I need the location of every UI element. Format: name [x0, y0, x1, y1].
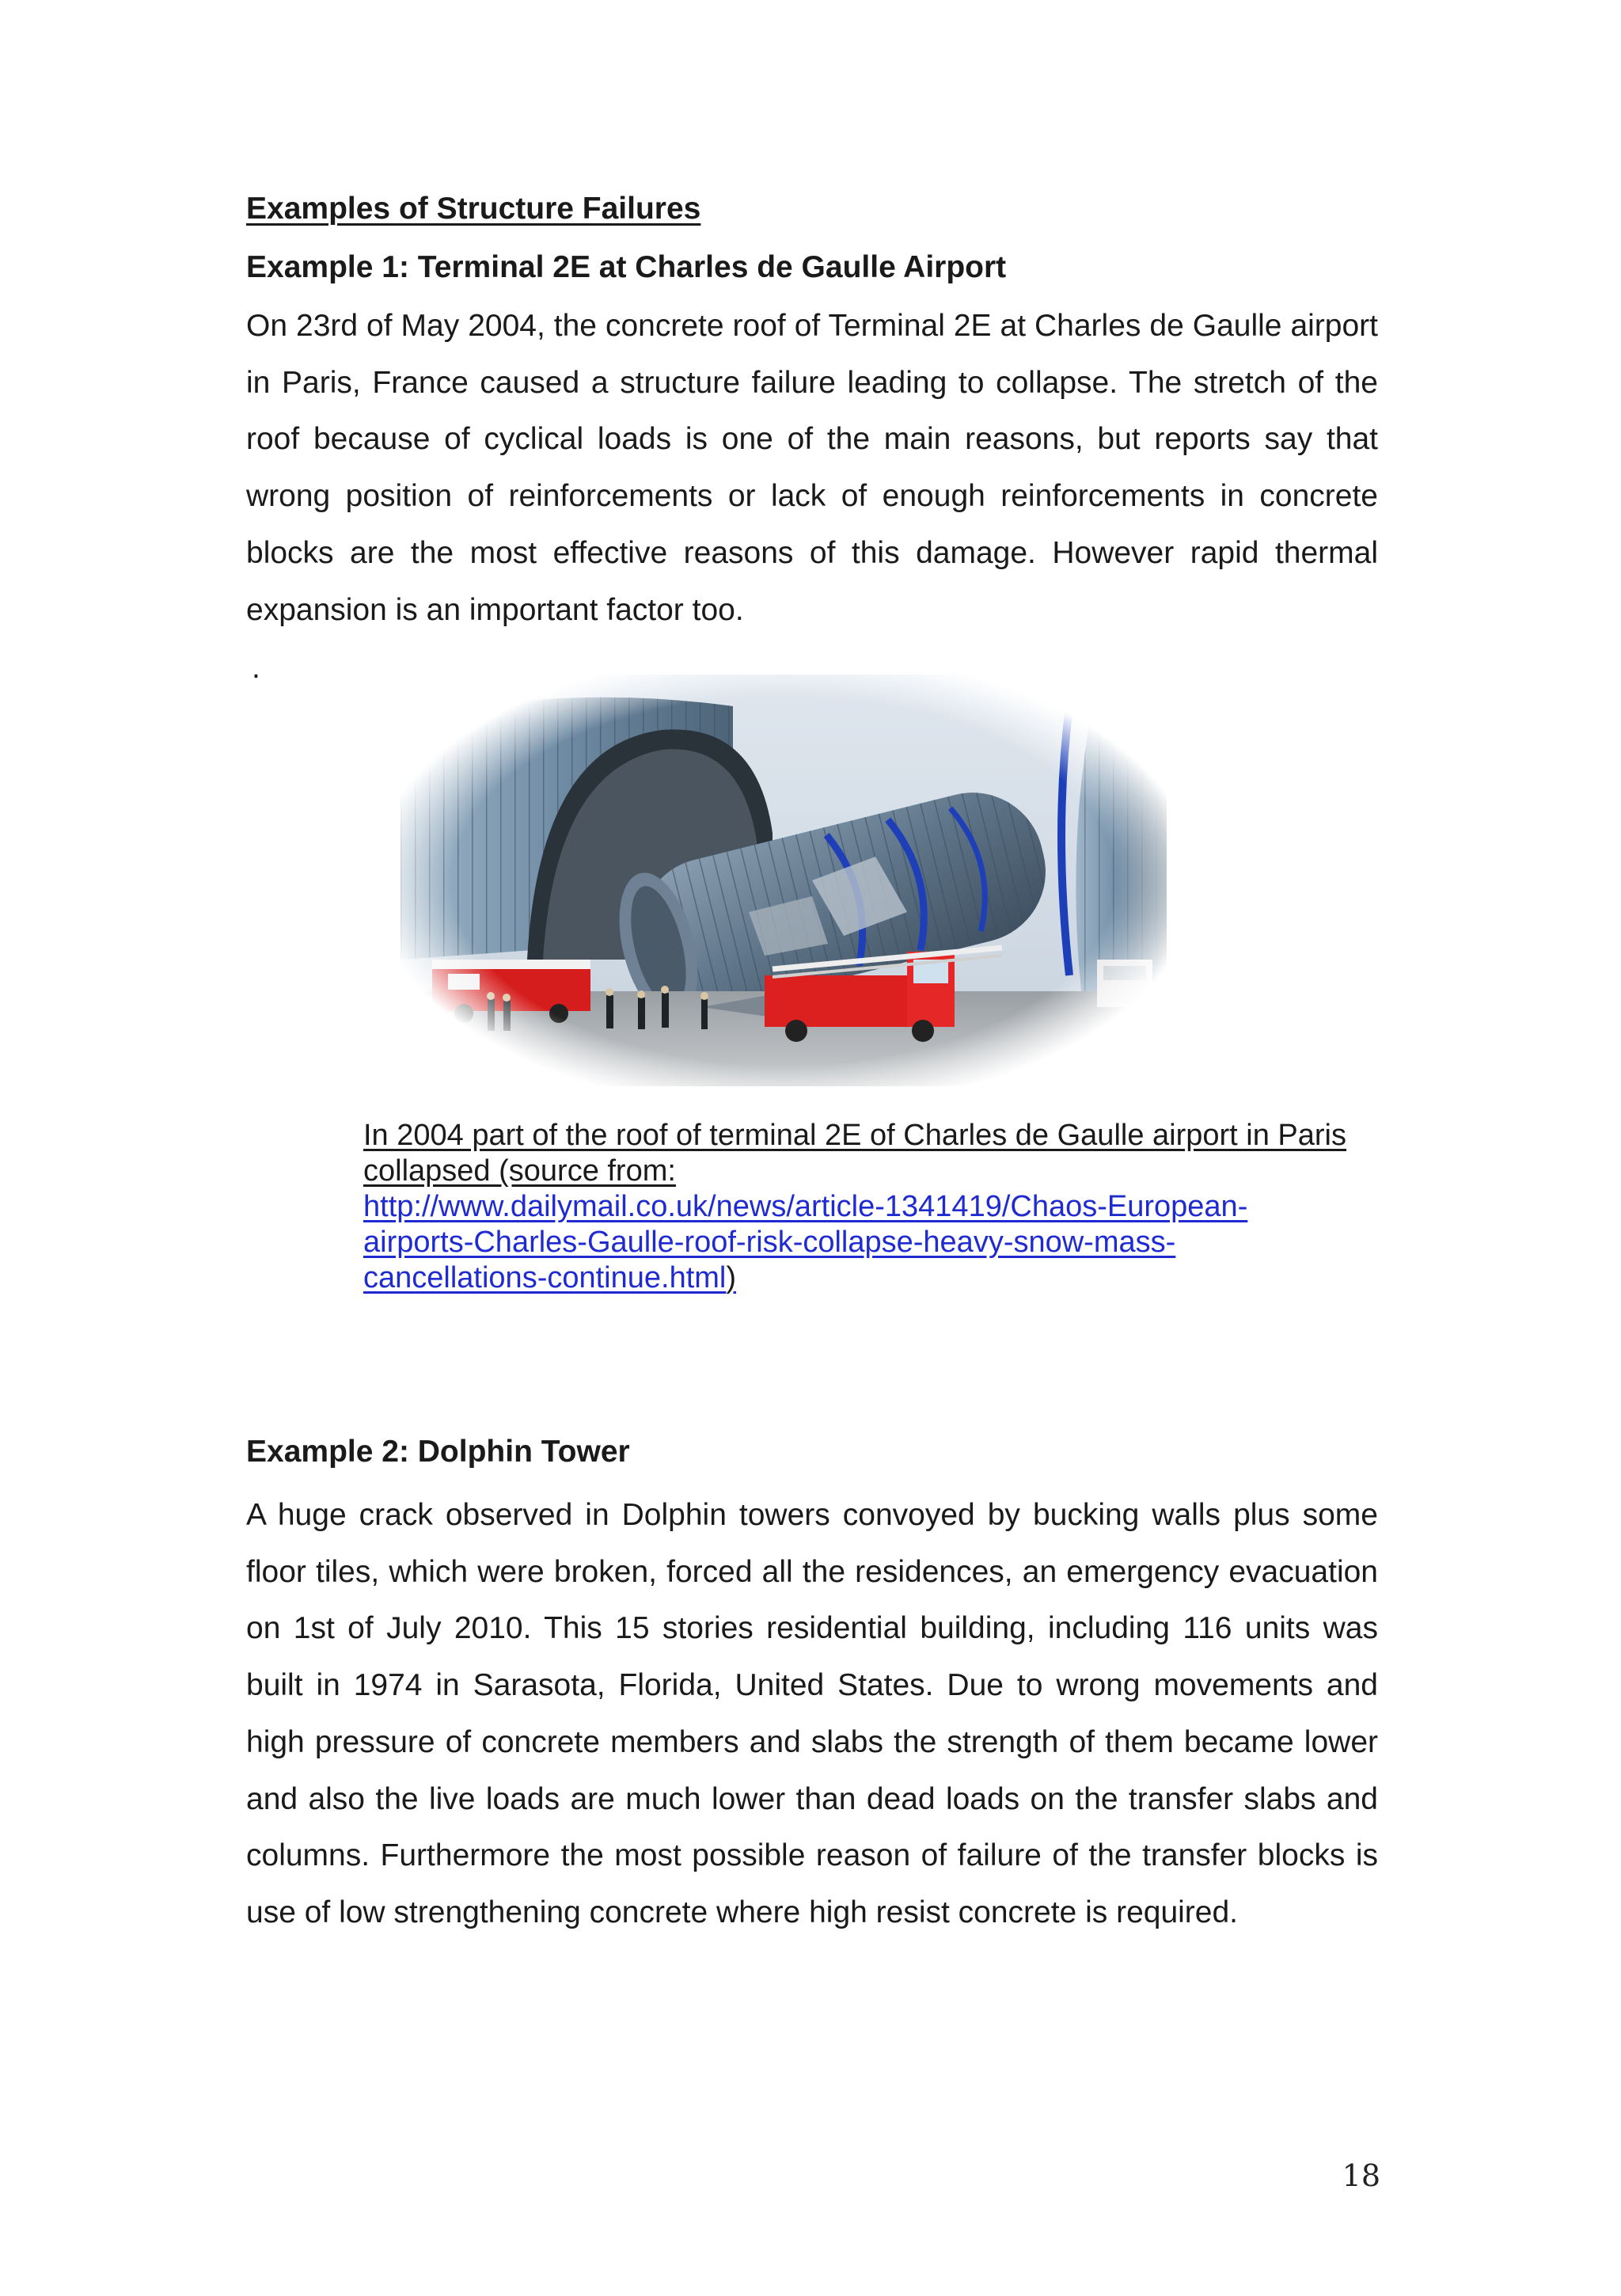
caption-source-link[interactable] [363, 1189, 1392, 1296]
example-2-heading: Example 2: Dolphin Tower [246, 1435, 630, 1469]
stray-period: . [252, 651, 260, 685]
caption-link-line-1[interactable]: http://www.dailymail.co.uk/news/article-1341419/Chaos-European- [363, 1190, 1248, 1223]
example-2-paragraph: A huge crack observed in Dolphin towers convoyed by bucking walls plus some floor tiles, which were broken, forced all the residences, an emergency evacuation on 1st of July 2010. This 15 stories residential building, including 116 units was built in 1974 in Sarasota, Florida, United States. Due to wrong movements and high pressure of concrete members and slabs the strength of them became lower and also the live loads are much lower than dead loads on the transfer slabs and columns. Furthermore the most possible reason of failure of the transfer blocks is use of low strengthening concrete where high resist concrete is required. [246, 1498, 1378, 1929]
example-1-heading: Example 1: Terminal 2E at Charles de Gaulle Airport [246, 250, 1007, 284]
terminal-collapse-illustration [401, 675, 1167, 1086]
caption-link-line-2[interactable]: airports-Charles-Gaulle-roof-risk-collapse-heavy-snow-mass- [363, 1226, 1176, 1259]
caption-link-line-3[interactable] [363, 1261, 726, 1294]
example-1-paragraph: On 23rd of May 2004, the concrete roof of Terminal 2E at Charles de Gaulle airport in Paris, France caused a structure failure leading to collapse. The stretch of the roof because of cyclical loads is one of the main reasons, but reports say that wrong position of reinforcements or lack of enough reinforcements in concrete blocks are the most effective reasons of this damage. However rapid thermal expansion is an important factor too. [246, 309, 1378, 627]
caption-close-paren: ) [726, 1261, 737, 1294]
caption-text: In 2004 part of the roof of terminal 2E of Charles de Gaulle airport in Paris collapsed (source from: [363, 1119, 1346, 1188]
terminal-collapse-photo [401, 675, 1167, 1086]
section-title: Examples of Structure Failures [246, 192, 701, 226]
figure-caption [363, 1118, 1392, 1296]
page-number: 18 [1342, 2158, 1380, 2193]
caption-link-line-3-text[interactable]: cancellations-continue.html [363, 1261, 727, 1294]
